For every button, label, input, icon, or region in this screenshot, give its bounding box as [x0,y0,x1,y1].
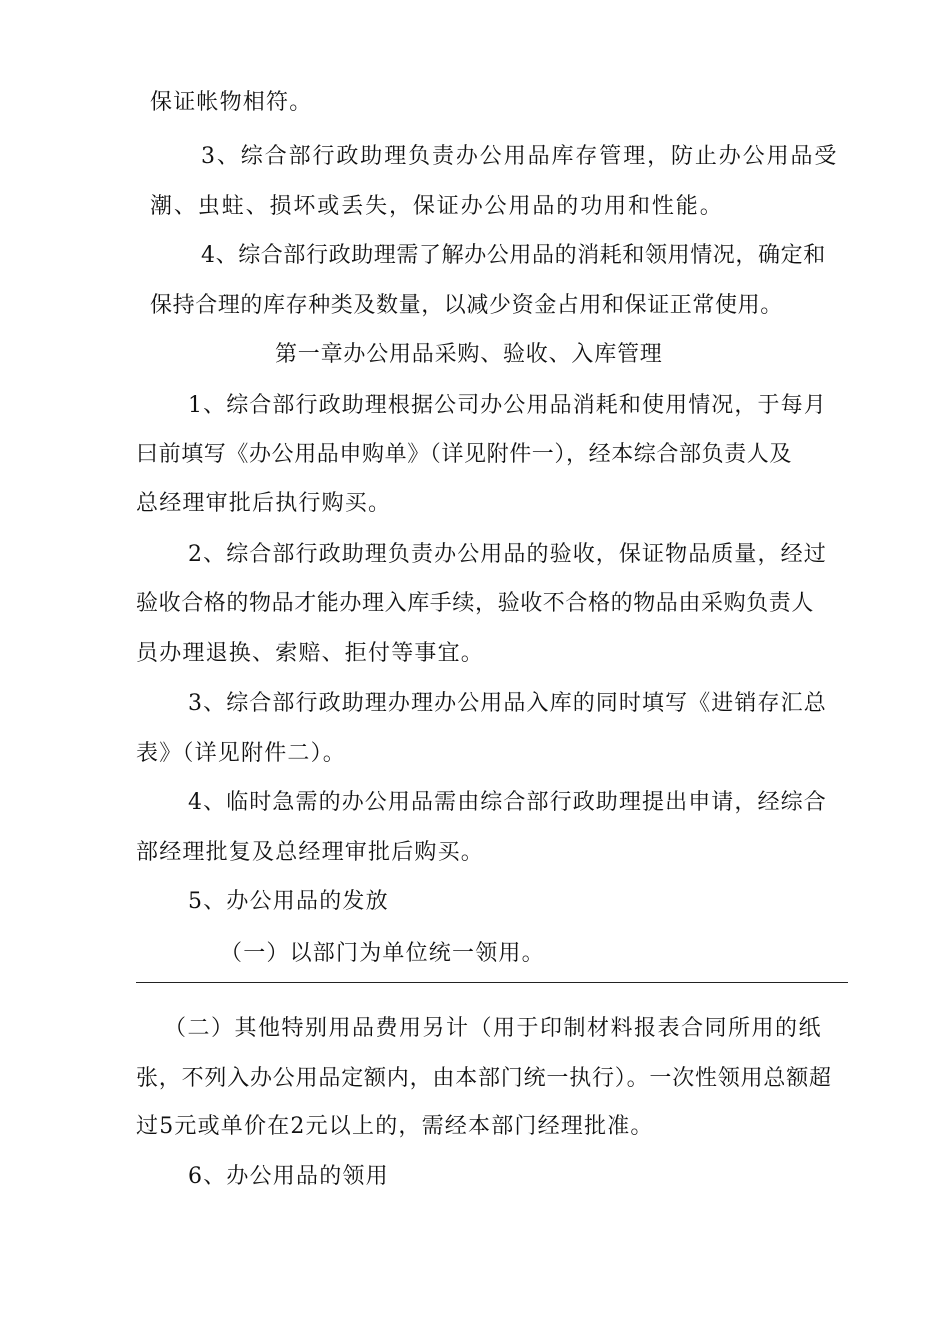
text-line-15: 4、临时急需的办公用品需由综合部行政助理提出申请，经综合 [188,790,827,815]
text-line-4: 4、综合部行政助理需了解办公用品的消耗和领用情况，确定和 [201,243,826,268]
text-line-14: 表》（详见附件二）。 [136,741,347,766]
text-line-20: 张，不列入办公用品定额内，由本部门统一执行）。一次性领用总额超 [136,1066,832,1091]
text-line-21: 过5元或单价在2元以上的，需经本部门经理批准。 [136,1114,654,1139]
text-line-12: 员办理退换、索赔、拒付等事宜。 [136,641,485,666]
text-line-9: 总经理审批后执行购买。 [136,491,392,516]
text-line-10: 2、综合部行政助理负责办公用品的验收，保证物品质量，经过 [188,542,827,567]
text-line-16: 部经理批复及总经理审批后购买。 [136,840,485,865]
text-line-3: 潮、虫蛀、损坏或丢失，保证办公用品的功用和性能。 [150,194,724,219]
text-line-13: 3、综合部行政助理办理办公用品入库的同时填写《进销存汇总 [188,691,827,716]
text-line-1: 保证帐物相符。 [150,90,313,115]
text-line-2: 3、综合部行政助理负责办公用品库存管理，防止办公用品受 [201,144,839,169]
text-line-22: 6、办公用品的领用 [188,1164,389,1189]
text-line-11: 验收合格的物品才能办理入库手续，验收不合格的物品由采购负责人 [136,591,815,616]
chapter-title: 第一章办公用品采购、验收、入库管理 [275,342,663,367]
text-line-8: 曰前填写《办公用品申购单》（详见附件一），经本综合部负责人及 [136,442,793,467]
text-line-7: 1、综合部行政助理根据公司办公用品消耗和使用情况，于每月 [188,393,827,418]
text-line-17: 5、办公用品的发放 [188,889,389,914]
page-break-divider [136,982,848,983]
text-line-5: 保持合理的库存种类及数量，以减少资金占用和保证正常使用。 [150,293,783,318]
text-line-18: （一）以部门为单位统一领用。 [220,941,545,966]
text-line-19: （二）其他特别用品费用另计（用于印制材料报表合同所用的纸 [164,1016,823,1041]
